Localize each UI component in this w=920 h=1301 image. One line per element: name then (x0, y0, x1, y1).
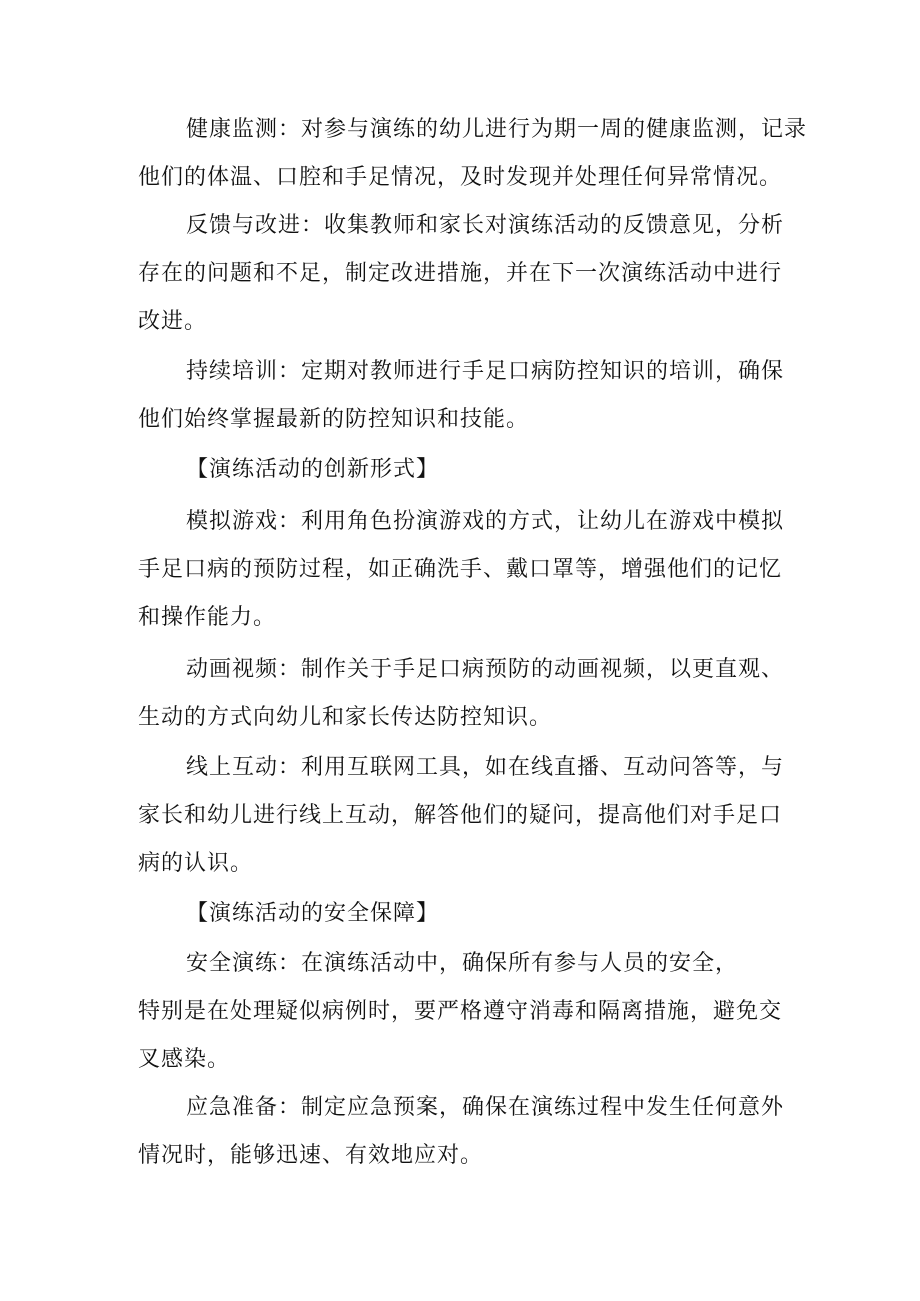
paragraph-line: 情况时，能够迅速、有效地应对。 (138, 1143, 484, 1168)
paragraph-line: 安全演练：在演练活动中，确保所有参与人员的安全， (186, 951, 739, 976)
paragraph-line: 手足口病的预防过程，如正确洗手、戴口罩等，增强他们的记忆 (138, 557, 783, 582)
paragraph-line: 和操作能力。 (138, 605, 277, 630)
paragraph-line: 家长和幼儿进行线上互动，解答他们的疑问，提高他们对手足口 (138, 803, 783, 828)
paragraph-line: 病的认识。 (138, 851, 254, 876)
paragraph-line: 特别是在处理疑似病例时，要严格遵守消毒和隔离措施，避免交 (138, 999, 783, 1024)
paragraph-line: 健康监测：对参与演练的幼儿进行为期一周的健康监测，记录 (186, 117, 808, 142)
section-heading-text: 【演练活动的安全保障】 (186, 901, 440, 926)
paragraph-line: 叉感染。 (138, 1047, 231, 1072)
paragraph-line: 应急准备：制定应急预案，确保在演练过程中发生任何意外 (186, 1095, 785, 1120)
section-heading-text: 【演练活动的创新形式】 (186, 457, 440, 482)
paragraph-line: 存在的问题和不足，制定改进措施，并在下一次演练活动中进行 (138, 261, 783, 286)
paragraph-line: 线上互动：利用互联网工具，如在线直播、互动问答等，与 (186, 755, 785, 780)
paragraph-line: 他们的体温、口腔和手足情况，及时发现并处理任何异常情况。 (138, 165, 783, 190)
paragraph-line: 反馈与改进：收集教师和家长对演练活动的反馈意见，分析 (186, 213, 785, 238)
paragraph-line: 改进。 (138, 309, 208, 334)
paragraph-line: 持续培训：定期对教师进行手足口病防控知识的培训，确保 (186, 359, 785, 384)
paragraph-line: 他们始终掌握最新的防控知识和技能。 (138, 407, 530, 432)
paragraph-line: 模拟游戏：利用角色扮演游戏的方式，让幼儿在游戏中模拟 (186, 509, 785, 534)
paragraph-line: 生动的方式向幼儿和家长传达防控知识。 (138, 705, 553, 730)
paragraph-line: 动画视频：制作关于手足口病预防的动画视频，以更直观、 (186, 657, 785, 682)
